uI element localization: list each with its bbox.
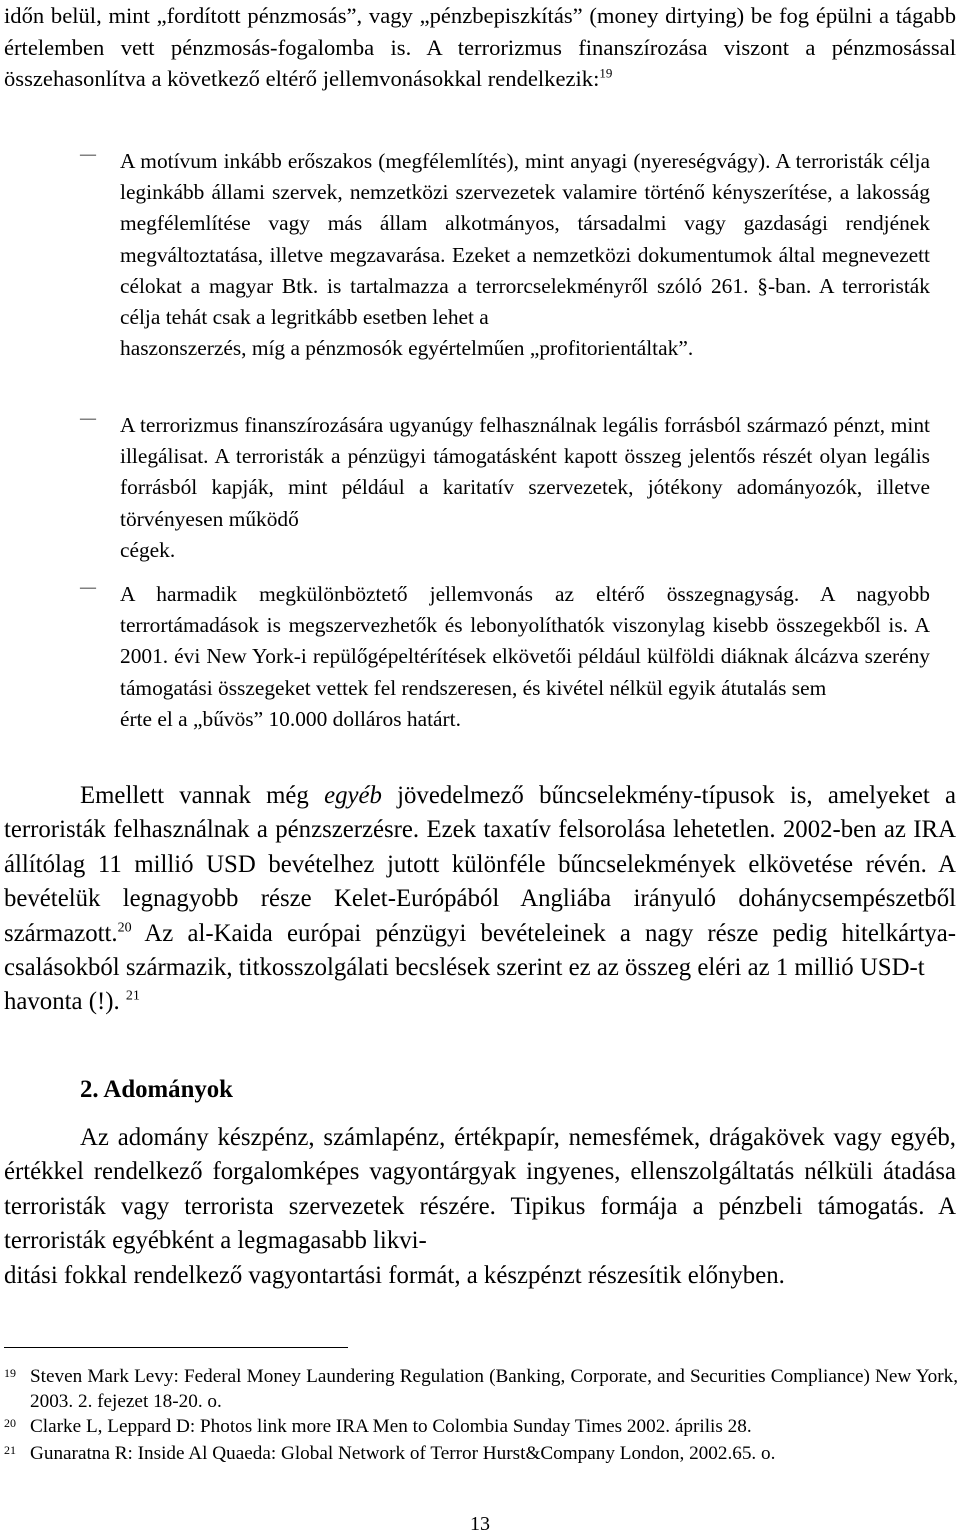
bullet-motive [80,146,930,364]
dash-bullet-icon: — [80,410,96,427]
paragraph-text: havonta (!). [4,988,126,1016]
donation-paragraph [4,1121,956,1293]
footnote-text: Gunaratna R: Inside Al Quaeda: Global Network of Terror Hurst&Company London, 2002.65. o. [30,1443,776,1464]
paragraph-text: Emellett vannak még [80,782,325,809]
footnote-text: Clarke L, Leppard D: Photos link more IRA Men to Colombia Sunday Times 2002. április 28. [30,1416,752,1437]
bullet-body: A harmadik megkülönböztető jellemvonás az eltérő összegnagyság. A nagyobb terrortámadások is megszervezhetők és lebonyolíthatók viszonylag kisebb összegekből is. A 2001. évi New York-i repülőgépeltérítések elkövetői például külföldi diáknak álcázva szerény támogatási összegeket vettek fel rendszeresen, és kivétel nélkül egyik átutalás sem [120,582,930,700]
footnote-number: 20 [4,1416,16,1430]
dash-bullet-icon: — [80,146,96,163]
intro-paragraph [4,0,956,95]
intro-text: időn belül, mint „fordított pénzmosás”, vagy „pénzbepiszkítás” (money dirtying) be fog épülni a tágabb értelemben vett pénzmosás-fogalomba is. A terrorizmus finanszírozása viszont a pénzmosással összehasonlítva a következő eltérő jellemvonásokkal rendelkezik: [4,3,956,91]
other-crimes-paragraph [4,779,956,1020]
bullet-last-line: érte el a „bűvös” 10.000 dolláros határt. [120,706,461,731]
section-heading: 2. Adományok [80,1076,233,1103]
paragraph-text: Az adomány készpénz, számlapénz, értékpapír, nemesfémek, drágakövek vagy egyéb, értékkel rendelkező forgalomképes vagyontárgyak ingyenes, ellenszolgáltatás nélküli átadása terroristák vagy terrorista szervezetek részére. Tipikus formája a pénzbeli támogatás. A terroristák egyébként a legmagasabb likvi- [4,1124,956,1255]
dash-bullet-icon: — [80,579,96,596]
bullet-text [120,146,930,364]
bullet-text [120,410,930,566]
footnote-21 [4,1441,958,1466]
footnote-ref-19[interactable]: 19 [599,65,613,81]
bullet-last-line: haszonszerzés, míg a pénzmosók egyértelműen „profitorientáltak”. [120,336,694,361]
paragraph-text: jövedelmező bűncselekmény-típusok is, amelyeket a terroristák felhasználnak a pénzszerzésre. Ezek taxatív felsorolása lehetetlen. 2002-ben az IRA állítólag 11 millió USD bevételhez jutott különféle bűncselekmények elkövetése révén. A bevételük legnagyobb része Kelet-Európából Angliába irányuló dohánycsempészetből származott. [4,782,956,947]
bullet-body: A terrorizmus finanszírozására ugyanúgy felhasználnak legális forrásból származó pénzt, mint illegálisat. A terroristák a pénzügyi támogatásként kapott összeg jelentős részét olyan legális forrásból kapják, mint például a karitatív szervezetek, jótékony adományozók, illetve törvényesen működő [120,413,930,531]
footnote-number: 21 [4,1443,16,1457]
footnote-19 [4,1364,958,1414]
paragraph-text: Az al-Kaida európai pénzügyi bevételeinek a nagy része pedig hitelkártya-csalásokból származik, titkosszolgálati becslések szerint ez az összeg eléri az 1 millió USD-t [4,919,956,982]
footnote-ref-21[interactable]: 21 [125,989,140,1005]
page-number: 13 [470,1513,490,1535]
bullet-body: A motívum inkább erőszakos (megfélemlítés), mint anyagi (nyereségvágy). A terroristák célja leginkább állami szervek, nemzetközi szervezetek valamire történő kényszerítése, a lakosság megfélemlítése vagy más állam alkotmányos, társadalmi vagy gazdasági rendjének megváltoztatása, illetve megzavarása. Ezeket a nemzetközi dokumentumok által megnevezett célokat a magyar Btk. is tartalmazza a terrorcselekményről szóló 261. §-ban. A terroristák célja tehát csak a legritkább esetben lehet a [120,149,930,330]
footnote-ref-20[interactable]: 20 [117,920,132,936]
footnote-text: Steven Mark Levy: Federal Money Laundering Regulation (Banking, Corporate, and Securities Compliance) New York, 2003. 2. fejezet 18-20. o. [30,1366,958,1412]
footnote-divider [4,1347,348,1348]
bullet-text [120,579,930,735]
emphasis-word: egyéb [324,782,382,809]
paragraph-last-line: ditási fokkal rendelkező vagyontartási formát, a készpénzt részesítik előnyben. [4,1261,785,1289]
footnote-20 [4,1414,958,1439]
footnote-number: 19 [4,1366,16,1380]
bullet-amount-size [80,579,930,735]
paragraph-last-line [4,985,956,1019]
bullet-last-line: cégek. [120,537,176,562]
bullet-legal-sources [80,410,930,566]
